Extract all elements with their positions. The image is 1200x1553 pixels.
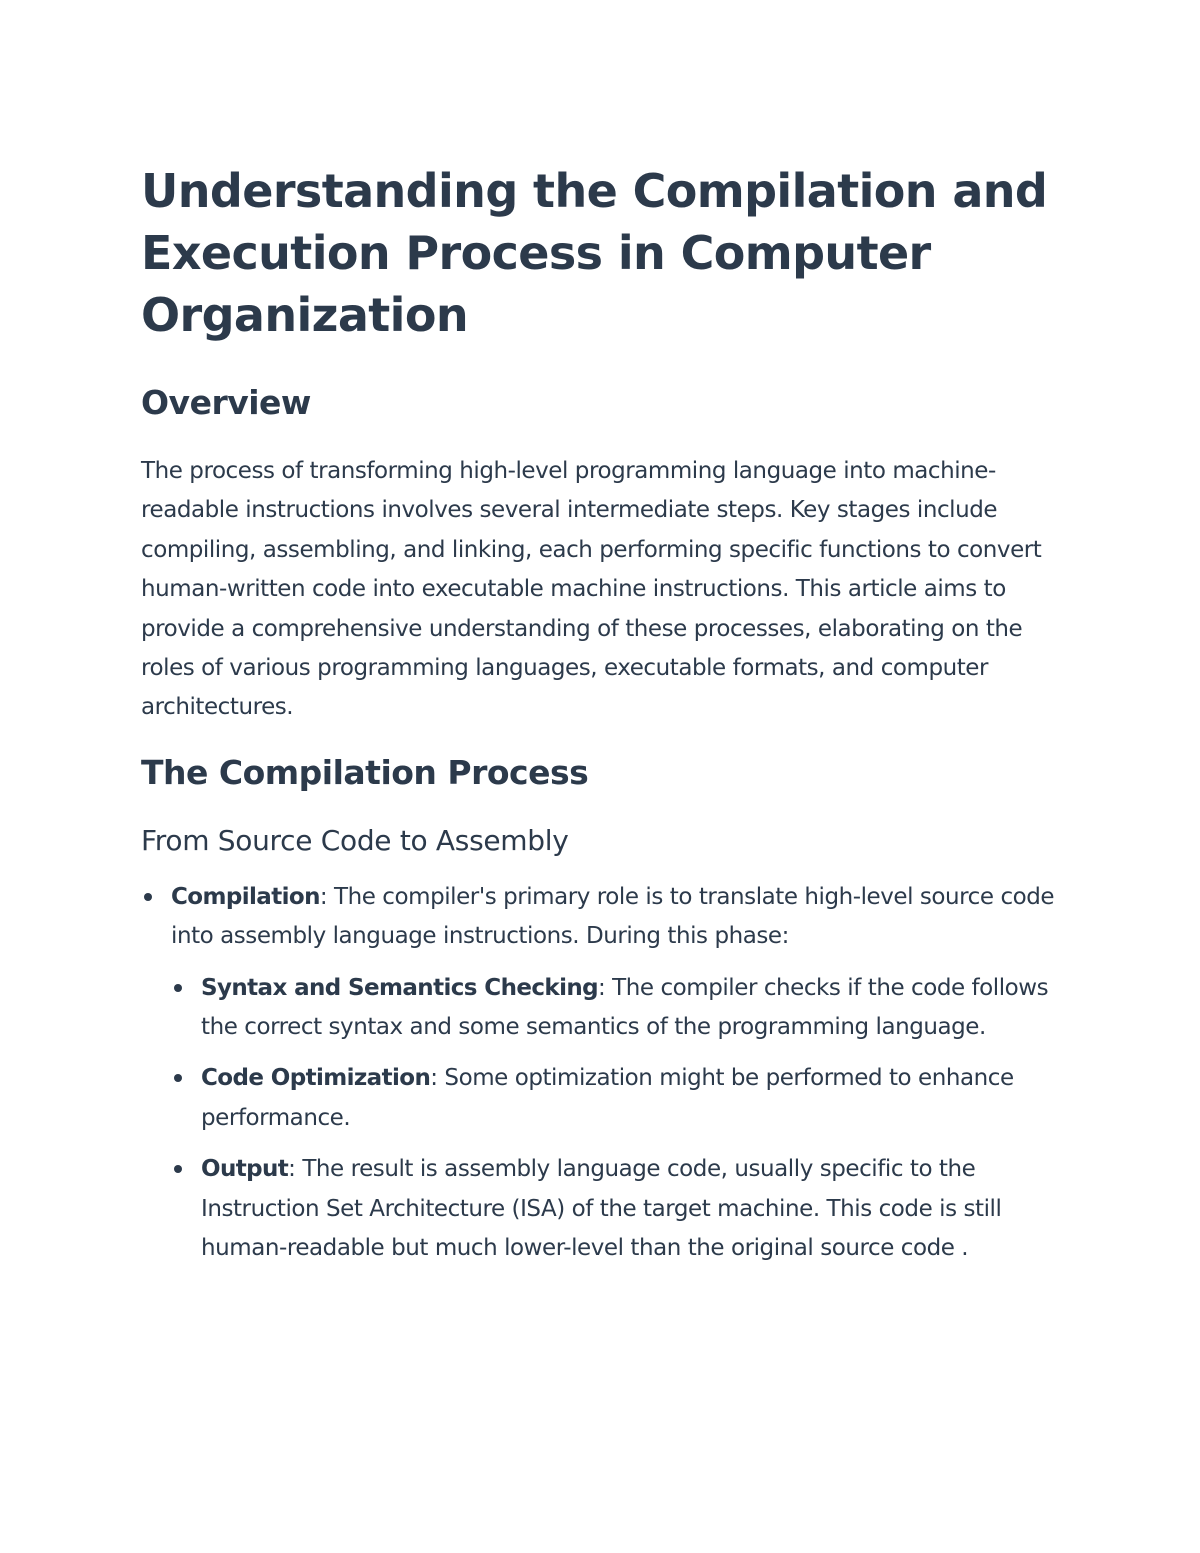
overview-heading: Overview (141, 383, 311, 422)
code-optimization-text: : Some optimization might be performed to enhance performance. (201, 1065, 1014, 1131)
list-item-code-optimization (171, 1059, 1066, 1138)
compilation-sublist (171, 969, 1066, 1269)
term-code-optimization: Code Optimization (201, 1065, 431, 1092)
list-item-output (171, 1150, 1066, 1268)
bullet-icon (144, 893, 152, 901)
term-syntax-checking: Syntax and Semantics Checking (201, 974, 598, 1001)
page-title: Understanding the Compilation and Execution Process in Computer Organization (141, 164, 1048, 342)
syntax-checking-text: : The compiler checks if the code follows the correct syntax and some semantics of the programming language. (201, 974, 1049, 1041)
output-text: : The result is assembly language code, usually specific to the Instruction Set Architecture (ISA) of the target machine. This code is still human-readable but much lower-level than the original source code . (201, 1156, 1002, 1262)
bullet-icon (174, 1165, 182, 1173)
compilation-process-heading: The Compilation Process (141, 752, 589, 792)
bullet-icon (174, 984, 182, 992)
term-compilation: Compilation (171, 883, 320, 910)
list-item-syntax-checking (171, 969, 1066, 1048)
bullet-icon (174, 1074, 182, 1082)
term-output: Output (201, 1156, 289, 1183)
overview-paragraph: The process of transforming high-level programming language into machine-readable instructions involves several intermediate steps. Key stages include compiling, assembling, and linking, each performing specific functions to convert human-written code into executable machine instructions. This article aims to provide a comprehensive understanding of these processes, elaborating on the roles of various programming languages, executable formats, and computer architectures. (141, 458, 1042, 721)
compilation-list (141, 878, 1066, 1269)
list-item-compilation (141, 878, 1066, 1269)
document-page (141, 160, 1066, 1281)
source-to-assembly-subheading: From Source Code to Assembly (141, 823, 569, 857)
compilation-text: : The compiler's primary role is to translate high-level source code into assembly language instructions. During this phase: (171, 883, 1055, 950)
